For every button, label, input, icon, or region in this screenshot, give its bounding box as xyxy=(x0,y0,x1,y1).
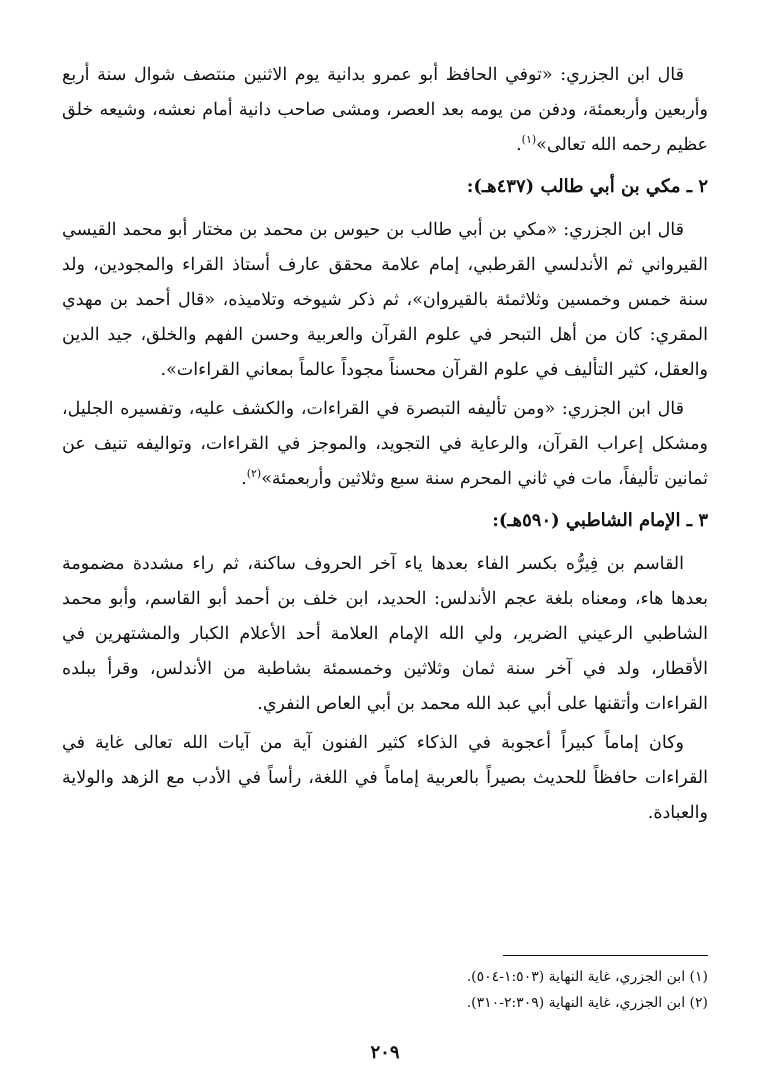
footnote-2: (٢) ابن الجزري، غاية النهاية (٢:٣٠٩-٣١٠). xyxy=(466,995,708,1011)
footnotes xyxy=(62,964,708,1016)
footnote-1: (١) ابن الجزري، غاية النهاية (١:٥٠٣-٥٠٤). xyxy=(466,969,708,985)
paragraph-end: . xyxy=(516,135,522,155)
footnote-ref-2[interactable]: (٢) xyxy=(246,467,262,481)
footnote-separator xyxy=(503,955,708,956)
paragraph-text: قال ابن الجزري: «ومن تأليفه التبصرة في القراءات، والكشف عليه، وتفسيره الجليل، ومشكل إعراب القرآن، والرعاية في التجويد، والموجز في القراءات، وتواليفه تنيف عن ثمانين تأليفاً، مات في ثاني المحرم سنة سبع وثلاثين وأربعمئة» xyxy=(62,399,708,489)
page-number: ٢٠٩ xyxy=(370,1042,400,1063)
paragraph-end: . xyxy=(241,469,247,489)
paragraph-shatibi-virtues: وكان إماماً كبيراً أعجوبة في الذكاء كثير الفنون آية من آيات الله تعالى غاية في القراءات حافظاً للحديث بصيراً بالعربية إماماً في اللغة، رأساً في الأدب مع الزهد والولاية والعبادة. xyxy=(62,733,708,823)
paragraph-makki-works xyxy=(62,392,708,497)
paragraph-shatibi-bio: القاسم بن فِيرُّه بكسر الفاء بعدها ياء آخر الحروف ساكنة، ثم راء مشددة مضمومة بعدها هاء، ومعناه بلغة عجم الأندلس: الحديد، ابن خلف بن أحمد أبو القاسم، وأبو محمد الشاطبي الرعيني الضرير، ولي الله الإمام العلامة أحد الأعلام الكبار والمشتهرين في الأقطار، ولد في آخر سنة ثمان وثلاثين وخمسمئة بشاطبة من الأندلس، وقرأ ببلده القراءات وأتقنها على أبي عبد الله محمد بن أبي العاص النفري. xyxy=(62,554,708,714)
section-heading-shatibi: ٣ ـ الإمام الشاطبي (٥٩٠هـ): xyxy=(492,510,708,531)
section-heading-makki: ٢ ـ مكي بن أبي طالب (٤٣٧هـ): xyxy=(466,176,708,197)
footnote-ref-1[interactable]: (١) xyxy=(521,133,537,147)
paragraph-abu-amr-death xyxy=(62,58,708,163)
paragraph-text: قال ابن الجزري: «توفي الحافظ أبو عمرو بدانية يوم الاثنين منتصف شوال سنة أربع وأربعين وأربعمئة، ودفن من يومه بعد العصر، ومشى صاحب دانية أمام نعشه، وشيعه خلق عظيم رحمه الله تعالى» xyxy=(62,65,708,155)
paragraph-makki-bio: قال ابن الجزري: «مكي بن أبي طالب بن حيوس بن محمد بن مختار أبو محمد القيسي القيرواني ثم الأندلسي القرطبي، إمام علامة محقق عارف أستاذ القراء والمجودين، ولد سنة خمس وخمسين وثلاثمئة بالقيروان»، ثم ذكر شيوخه وتلاميذه، «قال أحمد بن مهدي المقري: كان من أهل التبحر في علوم القرآن والعربية وحسن الفهم والخلق، جيد الدين والعقل، كثير التأليف في علوم القرآن محسناً مجوداً عالماً بمعاني القراءات». xyxy=(62,220,708,380)
